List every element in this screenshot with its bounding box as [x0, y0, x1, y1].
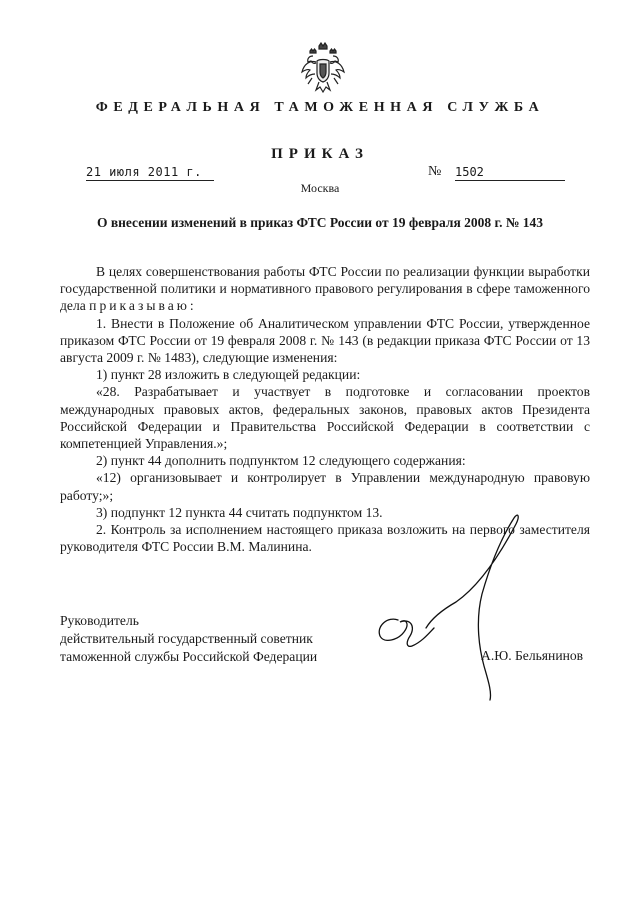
agency-name: ФЕДЕРАЛЬНАЯ ТАМОЖЕННАЯ СЛУЖБА	[95, 100, 545, 115]
subitem-3: 3) подпункт 12 пункта 44 считать подпунктом 13.	[96, 504, 383, 520]
handwritten-signature-icon	[350, 510, 550, 720]
quoted-item-28: «28. Разрабатывает и участвует в подготовке и согласовании проектов международных правовых актов, федеральных законов, правовых актов Президента Российской Федерации и Правительства Российской Федерации в соответствии с компетенцией Управления.»;	[60, 384, 590, 452]
city: Москва	[300, 181, 340, 195]
subitem-2: 2) пункт 44 дополнить подпунктом 12 следующего содержания:	[96, 453, 466, 469]
paragraph-1: 1. Внести в Положение об Аналитическом управлении ФТС России, утвержденное приказом ФТС России от 19 февраля 2008 г. № 143 (в редакции приказа ФТС России от 13 августа 2009 г. № 1483), следующие изменения:	[60, 315, 590, 366]
preamble-decree-word: приказываю	[89, 298, 190, 314]
order-number-label: №	[428, 164, 442, 179]
preamble-text: В целях совершенствования работы ФТС России по реализации функции выработки государственной политики и нормативного правового регулирования в сфере таможенного дела	[60, 264, 590, 314]
preamble-colon: :	[189, 298, 194, 314]
preamble-paragraph	[60, 263, 590, 315]
document-type: ПРИКАЗ	[271, 146, 369, 162]
order-number: 1502	[455, 165, 565, 181]
signatory-position	[60, 612, 317, 665]
signatory-line-1: Руководитель	[60, 613, 139, 628]
signatory-line-2: действительный государственный советник	[60, 630, 313, 646]
order-title: О внесении изменений в приказ ФТС России от 19 февраля 2008 г. № 143	[96, 215, 544, 230]
quoted-item-12: «12) организовывает и контролирует в Управлении международную правовую работу;»;	[60, 470, 590, 503]
order-date: 21 июля 2011 г.	[86, 165, 214, 181]
paragraph-2: 2. Контроль за исполнением настоящего приказа возложить на первого заместителя руководителя ФТС России В.М. Малинина.	[60, 522, 590, 555]
double-headed-eagle-emblem-icon	[300, 42, 346, 94]
signatory-name: А.Ю. Бельянинов	[481, 648, 584, 663]
subitem-1: 1) пункт 28 изложить в следующей редакции:	[96, 367, 361, 383]
signatory-line-3: таможенной службы Российской Федерации	[60, 648, 318, 664]
